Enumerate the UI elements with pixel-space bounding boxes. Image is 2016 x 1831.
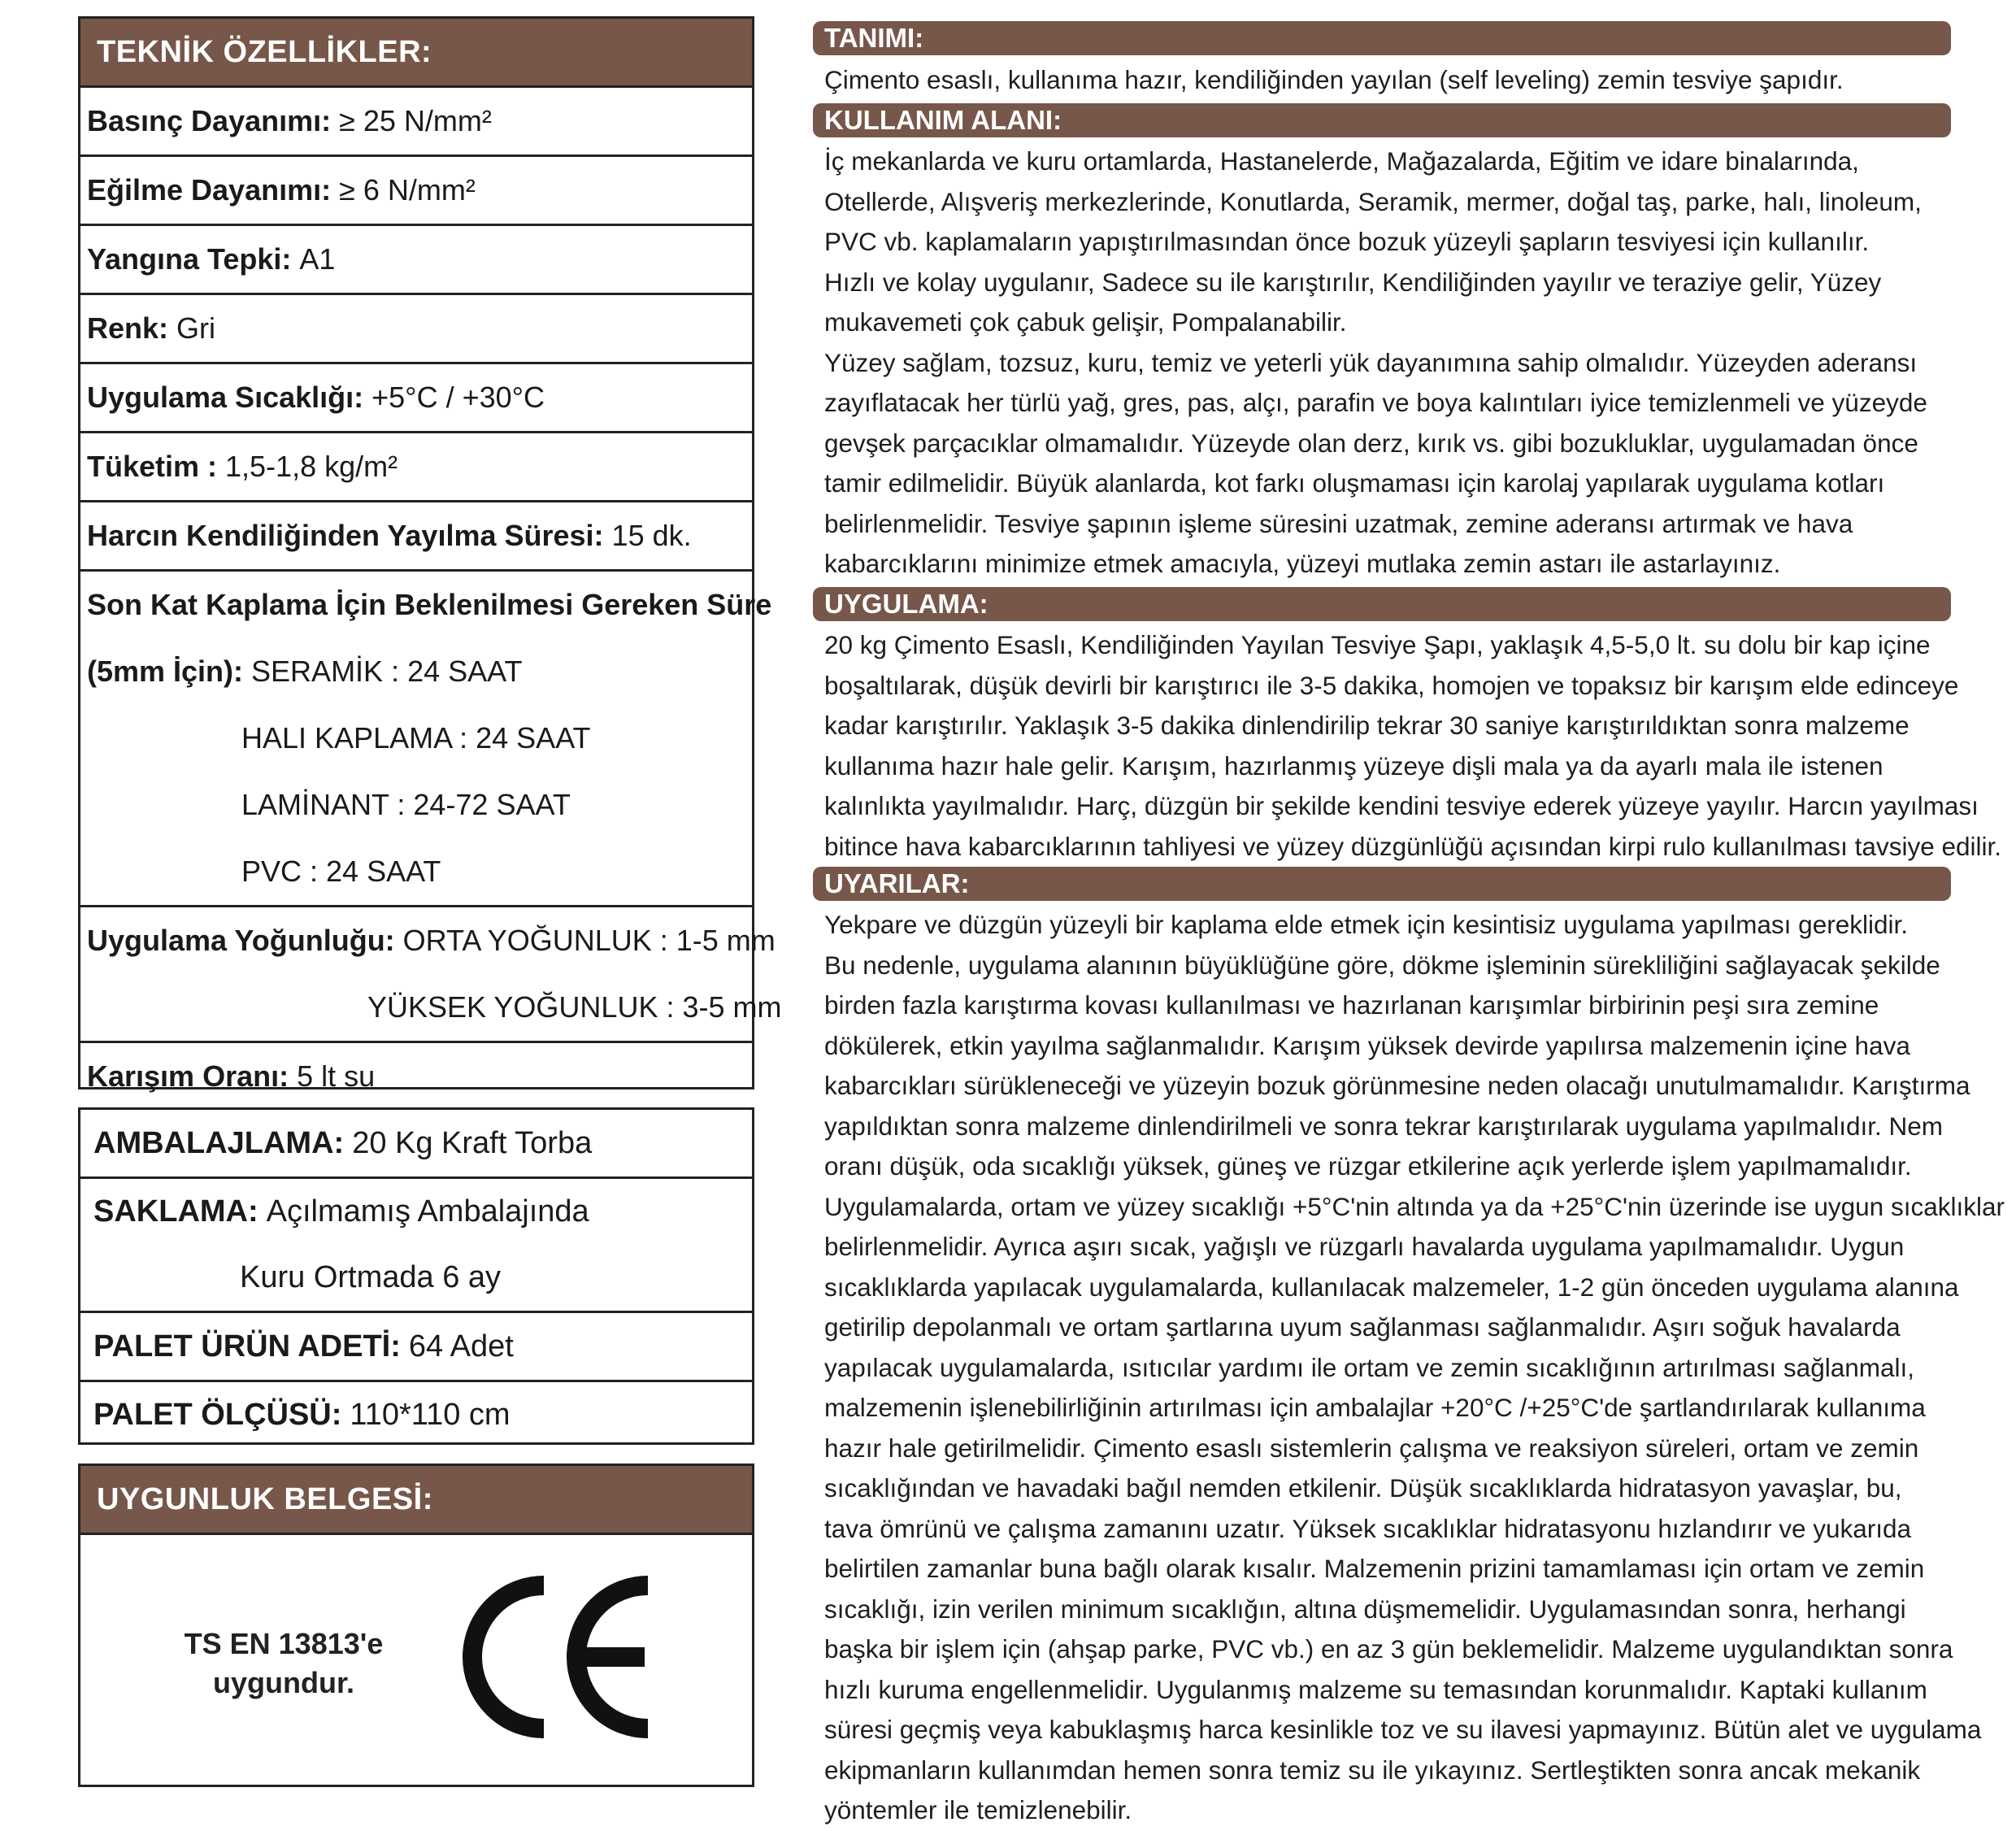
text-line: boşaltılarak, düşük devirli bir karıştırıcı ile 3-5 dakika, homojen ve topaksız bir karışım elde edinceye: [824, 670, 1959, 700]
text-line: İç mekanlarda ve kuru ortamlarda, Hastanelerde, Mağazalarda, Eğitim ve idare binalarında,: [824, 146, 1859, 176]
text-line: yöntemler ile temizlenebilir.: [824, 1795, 1132, 1824]
spec-label: Uygulama Yoğunluğu:: [87, 924, 395, 957]
spec-value: PVC : 24 SAAT: [241, 855, 441, 888]
text-line: kabarcıkları sürükleneceği ve yüzeyin bozuk görünmesine neden olacağı unutulmamalıdır. Karıştırma: [824, 1071, 1970, 1100]
pallet-count-value: 64 Adet: [408, 1329, 514, 1363]
storage-row: [80, 1176, 752, 1311]
spec-value: 5 lt su: [297, 1059, 376, 1093]
pallet-size-row: [80, 1380, 752, 1447]
spec-value: LAMİNANT : 24-72 SAAT: [241, 788, 571, 821]
text-line: başka bir işlem için (ahşap parke, PVC vb.) en az 3 gün beklemelidir. Malzeme uygulandıktan sonra: [824, 1634, 1953, 1664]
pallet-count-label: PALET ÜRÜN ADETİ:: [93, 1329, 401, 1363]
standard-line: TS EN 13813'e: [184, 1627, 384, 1660]
ce-mark-icon: [463, 1576, 666, 1738]
text-line: 20 kg Çimento Esaslı, Kendiliğinden Yayılan Tesviye Şapı, yaklaşık 4,5-5,0 lt. su dolu bir kap içine: [824, 630, 1931, 659]
standard-text: [162, 1624, 406, 1703]
spec-value: HALI KAPLAMA : 24 SAAT: [241, 721, 591, 755]
text-line: Çimento esaslı, kullanıma hazır, kendiliğinden yayılan (self leveling) zemin tesviye şapıdır.: [824, 65, 1844, 94]
spec-value: 15 dk.: [611, 519, 692, 552]
section-header-kullanim-alani: KULLANIM ALANI:: [813, 103, 1951, 137]
spec-row-fire-reaction: [80, 224, 752, 293]
text-line: Yüzey sağlam, tozsuz, kuru, temiz ve yeterli yük dayanımına sahip olmalıdır. Yüzeyden aderansı: [824, 347, 1918, 377]
packaging-table: [78, 1107, 754, 1445]
conformity-body: [80, 1533, 752, 1787]
text-line: malzemenin işlenebilirliğinin artırılması için ambalajlar +20°C /+25°C'de şartlandırılarak kullanıma: [824, 1393, 1926, 1422]
pallet-size-value: 110*110 cm: [350, 1397, 511, 1432]
spec-row-flexural-strength: [80, 154, 752, 224]
section-body-kullanim-alani: [824, 141, 1954, 585]
pallet-count-row: [80, 1311, 752, 1380]
standard-line: uygundur.: [213, 1666, 354, 1699]
section-header-uyarilar: UYARILAR:: [813, 867, 1951, 901]
section-header-uygulama: UYGULAMA:: [813, 587, 1951, 621]
section-body-tanimi: [824, 60, 1954, 101]
text-line: dökülerek, etkin yayılma sağlanmalıdır. Karışım yüksek devirde yapılırsa malzemenin içine hava: [824, 1030, 1910, 1060]
text-line: sıcaklığından ve havadaki bağıl nemden etkilenir. Düşük sıcaklıklarda hidratasyon yavaşlar, bu,: [824, 1473, 1902, 1503]
spec-value: Gri: [176, 311, 216, 345]
text-line: sıcaklıklarda yapılacak uygulamalarda, kullanılacak malzemeler, 1-2 gün önceden uygulama alanına: [824, 1272, 1959, 1302]
text-line: sıcaklığı, izin verilen minimum sıcaklığın, altına düşmemelidir. Uygulamasından sonra, herhangi: [824, 1594, 1906, 1624]
text-line: yapıldıktan sonra malzeme dinlendirilmeli ve sonra tekrar karıştırılarak uygulama yapılmalıdır. Nem: [824, 1111, 1944, 1141]
storage-value: Kuru Ortmada 6 ay: [240, 1259, 502, 1294]
storage-label: SAKLAMA:: [93, 1194, 259, 1229]
spec-value: YÜKSEK YOĞUNLUK : 3-5 mm: [367, 990, 782, 1024]
text-line: Bu nedenle, uygulama alanının büyüklüğüne göre, dökme işleminin sürekliliğini sağlayacak şekilde: [824, 950, 1940, 980]
spec-label: Son Kat Kaplama İçin Beklenilmesi Gereken Süre: [87, 588, 772, 621]
text-line: birden fazla karıştırma kovası kullanılması ve hazırlanan karışımlar birbirinin peşi sıra zemine: [824, 990, 1879, 1020]
text-line: kalınlıkta yayılmalıdır. Harç, düzgün bir şekilde kendini tesviye ederek yüzeye yayılır. Harcın yayılması: [824, 791, 1979, 820]
spec-value: +5°C / +30°C: [371, 381, 545, 414]
text-line: ekipmanların kullanımdan hemen sonra temiz su ile yıkayınız. Sertleştikten sonra ancak mekanik: [824, 1755, 1921, 1785]
conformity-table: [78, 1463, 754, 1787]
spec-label: Tüketim :: [87, 450, 218, 483]
spec-label: Yangına Tepki:: [87, 242, 292, 276]
spec-label: Renk:: [87, 311, 169, 345]
spec-value: ≥ 6 N/mm²: [339, 173, 476, 207]
spec-value: A1: [299, 242, 336, 276]
text-line: belirlenmelidir. Ayrıca aşırı sıcak, yağışlı ve rüzgarlı havalarda uygulama yapılmamalıdır. Uygun: [824, 1232, 1905, 1261]
text-line: Yekpare ve düzgün yüzeyli bir kaplama elde etmek için kesintisiz uygulama yapılması gereklidir.: [824, 910, 1908, 939]
spec-label: Uygulama Sıcaklığı:: [87, 381, 364, 414]
spec-row-spreading-time: [80, 500, 752, 569]
text-line: hazır hale getirilmelidir. Çimento esaslı sistemlerin çalışma ve reaksiyon süreleri, ortam ve zemin: [824, 1433, 1919, 1463]
text-line: yapılacak uygulamalarda, ısıtıcılar yardımı ile ortam ve zemin sıcaklığının artırılması sağlanmalı,: [824, 1352, 1915, 1382]
text-line: kadar karıştırılır. Yaklaşık 3-5 dakika dinlendirilip tekrar 30 saniye karıştırıldıktan sonra malzeme: [824, 711, 1910, 740]
section-header-tanimi: TANIMI:: [813, 21, 1951, 55]
spec-label: Harcın Kendiliğinden Yayılma Süresi:: [87, 519, 604, 552]
spec-row-compressive-strength: [80, 85, 752, 154]
text-line: PVC vb. kaplamaların yapıştırılmasından önce bozuk yüzeyli şapların tesviyesi için kullanılır.: [824, 227, 1870, 256]
spec-value: 1,5-1,8 kg/m²: [225, 450, 398, 483]
text-line: zayıflatacak her türlü yağ, gres, pas, alçı, parafin ve boya kalıntıları iyice temizlenmeli ve yüzeyde: [824, 388, 1927, 417]
packaging-value: 20 Kg Kraft Torba: [352, 1125, 593, 1160]
text-line: mukavemeti çok çabuk gelişir, Pompalanabilir.: [824, 307, 1347, 337]
text-line: Otellerde, Alışveriş merkezlerinde, Konutlarda, Seramik, mermer, doğal taş, parke, halı, linoleum,: [824, 186, 1922, 216]
spec-row-application-temperature: [80, 362, 752, 431]
packaging-row: [80, 1110, 752, 1176]
conformity-header: UYGUNLUK BELGESİ:: [80, 1466, 752, 1533]
spec-row-color: [80, 293, 752, 362]
spec-row-mix-ratio: [80, 1041, 752, 1110]
text-line: oranı düşük, oda sıcaklığı yüksek, güneş ve rüzgar etkilerine açık yerlerde işlem yapılmamalıdır.: [824, 1151, 1912, 1181]
text-line: süresi geçmiş veya kabuklaşmış harca kesinlikle toz ve su ilavesi yapmayınız. Bütün alet ve uygulama: [824, 1715, 1982, 1744]
section-body-uygulama: [824, 625, 2002, 867]
spec-label: Basınç Dayanımı:: [87, 104, 332, 137]
text-line: Uygulamalarda, ortam ve yüzey sıcaklığı +5°C'nin altında ya da +25°C'nin üzerinde ise uygun sıcaklıklar: [824, 1191, 2005, 1221]
text-line: gevşek parçacıklar olmamalıdır. Yüzeyde olan derz, kırık vs. gibi bozukluklar, uygulamadan önce: [824, 428, 1918, 458]
spec-label: Eğilme Dayanımı:: [87, 173, 332, 207]
text-line: belirtilen zamanlar buna bağlı olarak kısalır. Malzemenin prizini tamamlaması için ortam ve zemin: [824, 1554, 1925, 1583]
section-body-uyarilar: [824, 905, 2005, 1831]
spec-row-application-density: [80, 905, 782, 1041]
text-line: bitince hava kabarcıklarının tahliyesi ve yüzey düzgünlüğü açısından kirpi rulo kullanılması tavsiye edilir.: [824, 831, 2002, 861]
technical-specs-header: TEKNİK ÖZELLİKLER:: [80, 19, 752, 85]
pallet-size-label: PALET ÖLÇÜSÜ:: [93, 1397, 342, 1432]
technical-specs-table: [78, 16, 782, 1093]
text-line: kabarcıklarını minimize etmek amacıyla, yüzeyi mutlaka zemin astarı ile astarlayınız.: [824, 549, 1781, 578]
packaging-label: AMBALAJLAMA:: [93, 1125, 345, 1160]
spec-value: ORTA YOĞUNLUK : 1-5 mm: [402, 924, 776, 957]
text-line: Hızlı ve kolay uygulanır, Sadece su ile karıştırılır, Kendiliğinden yayılır ve teraziye gelir, Yüzey: [824, 267, 1882, 297]
text-line: kullanıma hazır hale gelir. Karışım, hazırlanmış yüzeye dişli mala ya da ayarlı mala ile istenen: [824, 750, 1883, 781]
spec-label: (5mm İçin):: [87, 655, 244, 688]
spec-value: SERAMİK : 24 SAAT: [251, 655, 523, 688]
text-line: getirilip depolanmalı ve ortam şartlarına uyum sağlanması sağlanmalıdır. Aşırı soğuk havalarda: [824, 1312, 1901, 1342]
storage-value: Açılmamış Ambalajında: [266, 1194, 589, 1229]
text-line: belirlenmelidir. Tesviye şapının işleme süresini uzatmak, zemine aderansı artırmak ve hava: [824, 508, 1853, 538]
spec-label: Karışım Oranı:: [87, 1059, 289, 1093]
text-line: tava ömrünü ve çalışma zamanını uzatır. Yüksek sıcaklıklar hidratasyonu hızlandırır ve yukarıda: [824, 1513, 1912, 1543]
spec-value: ≥ 25 N/mm²: [339, 104, 492, 137]
spec-row-consumption: [80, 431, 752, 500]
spec-row-waiting-time: [80, 569, 772, 905]
text-line: hızlı kuruma engellenmelidir. Uygulanmış malzeme su temasından korunmalıdır. Kaptaki kullanım: [824, 1674, 1927, 1704]
text-line: tamir edilmelidir. Büyük alanlarda, kot farkı oluşmaması için karolaj yapılarak uygulama kotları: [824, 468, 1885, 498]
